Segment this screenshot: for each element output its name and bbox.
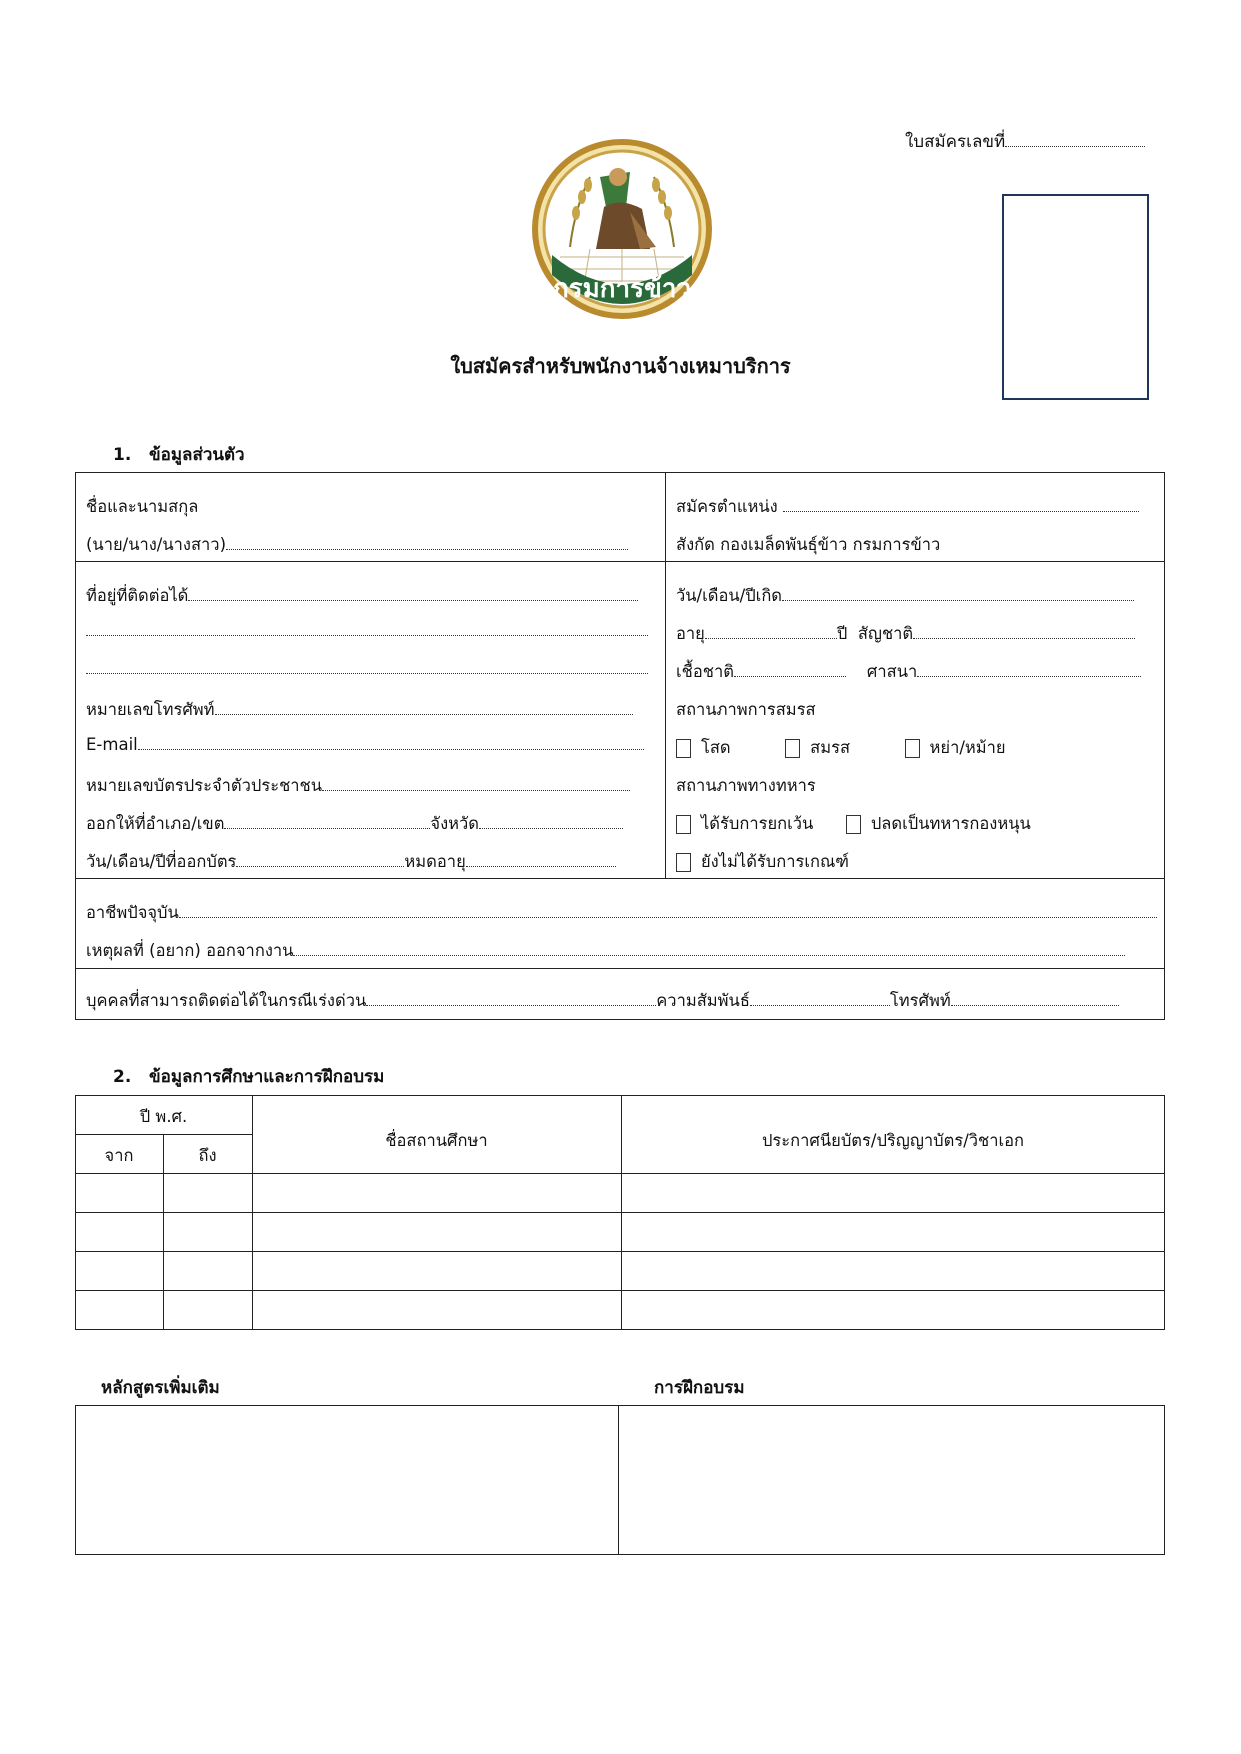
col-from-header: จาก	[104, 1146, 134, 1165]
name-field[interactable]: (นาย/นาง/นางสาว)	[86, 532, 628, 558]
military-option-exempt[interactable]: ได้รับการยกเว้น	[676, 814, 813, 833]
checkbox-icon[interactable]	[676, 815, 691, 834]
reason-field[interactable]: เหตุผลที่ (อยาก) ออกจากงาน	[86, 938, 1125, 964]
checkbox-icon[interactable]	[676, 739, 691, 758]
rice-department-logo	[530, 137, 714, 321]
occupation-field[interactable]: อาชีพปัจจุบัน	[86, 900, 1157, 926]
address-line-2[interactable]	[86, 621, 648, 640]
col-year-header: ปี พ.ศ.	[139, 1107, 188, 1126]
marital-option-married[interactable]: สมรส	[785, 738, 850, 757]
additional-courses-box[interactable]	[75, 1405, 619, 1555]
checkbox-icon[interactable]	[785, 739, 800, 758]
emergency-contact-field[interactable]: บุคคลที่สามารถติดต่อได้ในกรณีเร่งด่วน ความสัมพันธ์ โทรศัพท์	[86, 988, 1119, 1014]
email-field[interactable]: E-mail	[86, 735, 644, 754]
checkbox-icon[interactable]	[905, 739, 920, 758]
position-field[interactable]: สมัครตำแหน่ง	[676, 494, 1139, 520]
col-institution-header: ชื่อสถานศึกษา	[385, 1131, 488, 1150]
issue-date-field[interactable]: วัน/เดือน/ปีที่ออกบัตร หมดอายุ	[86, 849, 616, 875]
age-nationality-field[interactable]: อายุ ปี สัญชาติ	[676, 621, 1135, 647]
form-title: ใบสมัครสำหรับพนักงานจ้างเหมาบริการ	[450, 354, 791, 378]
military-option-not-drafted[interactable]: ยังไม่ได้รับการเกณฑ์	[676, 849, 849, 875]
col-degree-header: ประกาศนียบัตร/ปริญญาบัตร/วิชาเอก	[761, 1131, 1025, 1150]
race-religion-field[interactable]: เชื้อชาติ ศาสนา	[676, 659, 1141, 685]
phone-field[interactable]: หมายเลขโทรศัพท์	[86, 697, 633, 723]
address-line-3[interactable]	[86, 659, 648, 678]
marital-option-single[interactable]: โสด	[676, 738, 731, 757]
id-card-field[interactable]: หมายเลขบัตรประจำตัวประชาชน	[86, 773, 630, 799]
affiliation-text: สังกัด กองเมล็ดพันธุ์ข้าว กรมการข้าว	[676, 535, 941, 554]
military-label: สถานภาพทางทหาร	[676, 776, 816, 795]
address-field[interactable]: ที่อยู่ที่ติดต่อได้	[86, 583, 638, 609]
marital-option-divorced[interactable]: หย่า/หม้าย	[905, 738, 1006, 757]
application-number-field[interactable]	[905, 128, 1145, 155]
issued-place-field[interactable]: ออกให้ที่อำเภอ/เขต จังหวัด	[86, 811, 623, 837]
additional-courses-heading: หลักสูตรเพิ่มเติม	[101, 1378, 220, 1398]
checkbox-icon[interactable]	[846, 815, 861, 834]
section2-heading: 2. ข้อมูลการศึกษาและการฝึกอบรม	[113, 1067, 385, 1087]
dob-field[interactable]: วัน/เดือน/ปีเกิด	[676, 583, 1134, 609]
training-box[interactable]	[618, 1405, 1165, 1555]
section1-heading: 1. ข้อมูลส่วนตัว	[113, 445, 245, 465]
checkbox-icon[interactable]	[676, 853, 691, 872]
marital-label: สถานภาพการสมรส	[676, 700, 816, 719]
svg-text:กรมการข้าว: กรมการข้าว	[552, 274, 692, 304]
name-label: ชื่อและนามสกุล	[86, 497, 199, 516]
training-heading: การฝึกอบรม	[654, 1378, 745, 1398]
marital-options	[676, 735, 1006, 761]
military-option-reserve[interactable]: ปลดเป็นทหารกองหนุน	[846, 814, 1031, 833]
military-options-row1	[676, 811, 1031, 837]
col-to-header: ถึง	[198, 1146, 217, 1165]
application-number-label: ใบสมัครเลขที่	[905, 132, 1006, 152]
